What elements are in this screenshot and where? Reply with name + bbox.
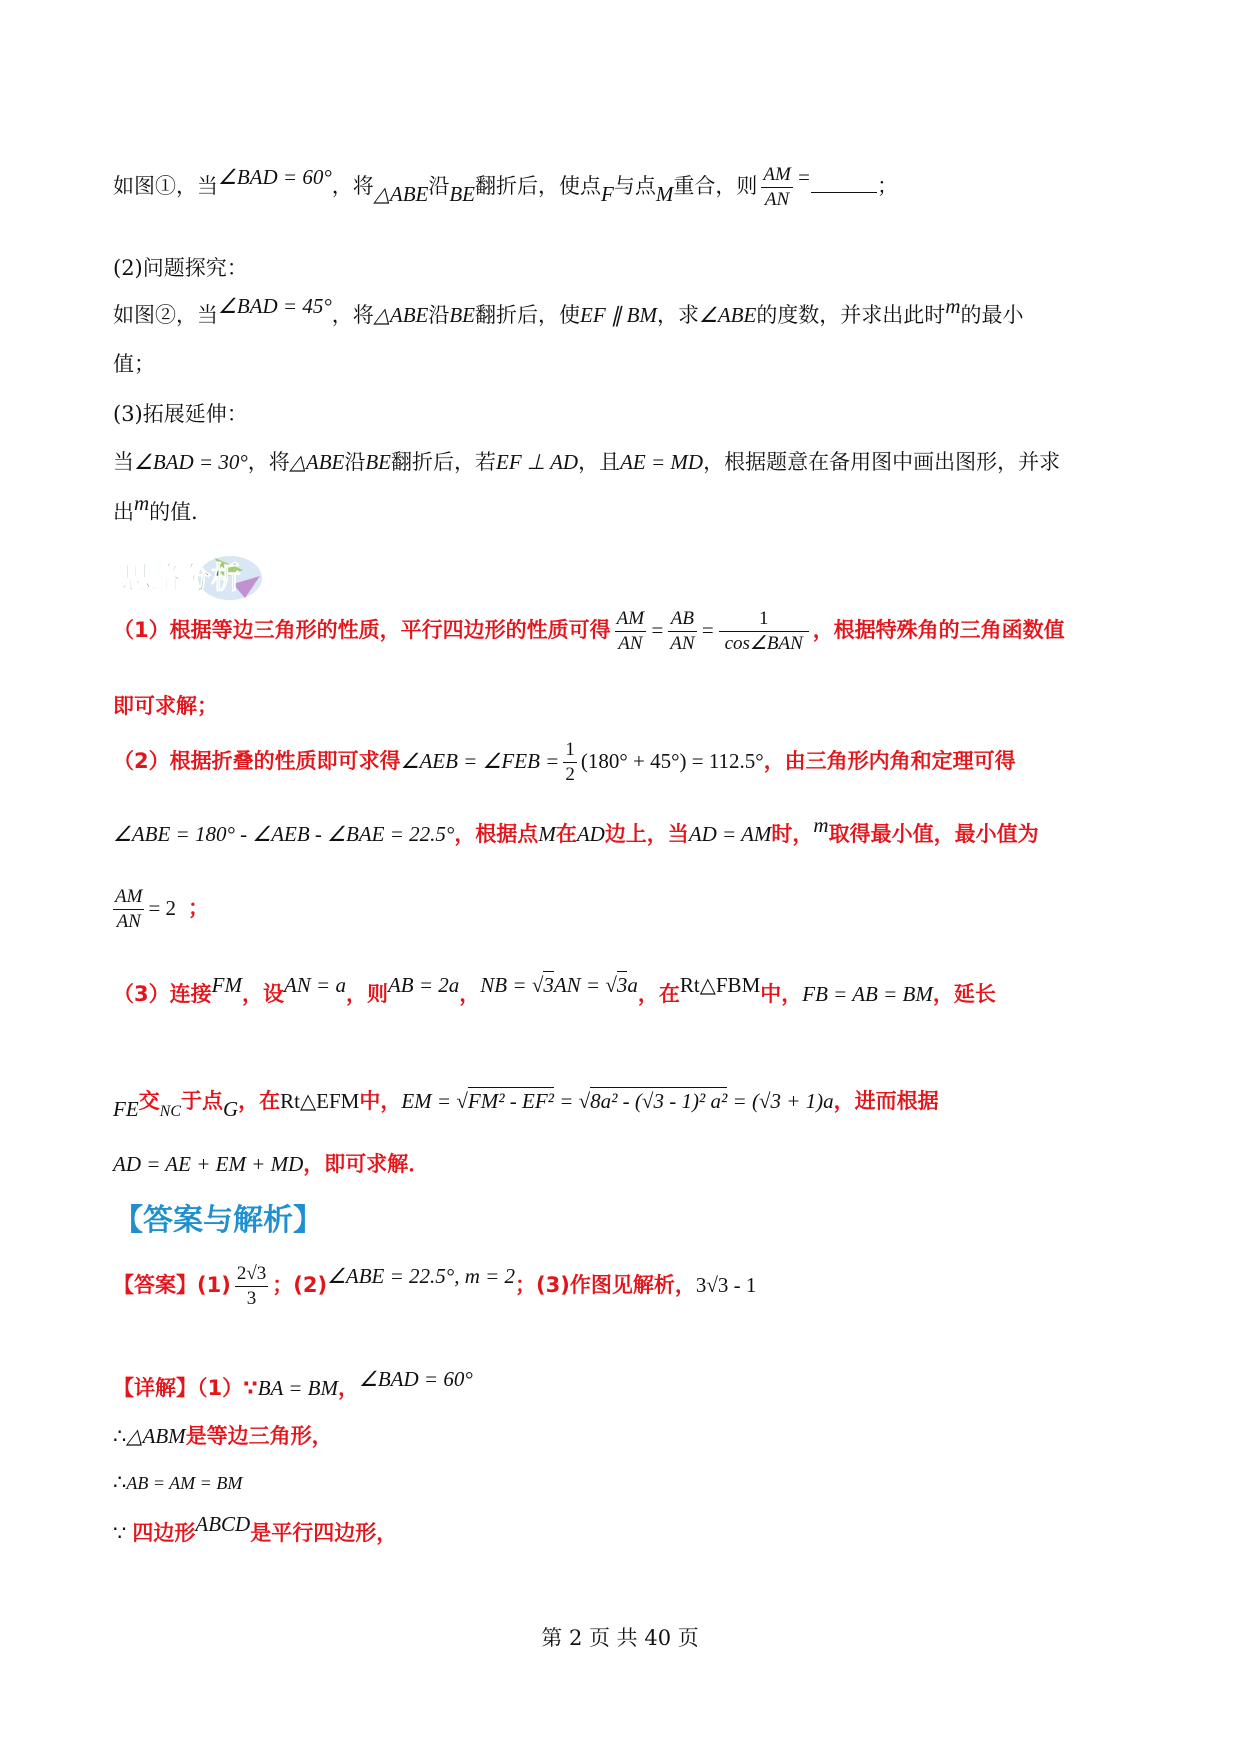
analysis-p3: （3）连接FM，设AN = a，则AB = 2a，NB = √3AN = √3a，在Rt△FBM中，FB = AB = BM，延长	[113, 973, 996, 1006]
detail-line-2: ∴△ABM是等边三角形，	[113, 1424, 333, 1448]
problem-line-3b: 出m的值．	[113, 491, 213, 524]
analysis-p2b: ∠ABE = 180° - ∠AEB - ∠BAE = 22.5°，根据点M在AD边上，当AD = AM时，m取得最小值，最小值为	[113, 813, 1039, 846]
detail-line-1: 【详解】（1）∵BA = BM，∠BAD = 60°	[113, 1367, 473, 1400]
analysis-p1b: 即可求解；	[113, 694, 218, 718]
problem-line-2: 如图②，当∠BAD = 45°，将△ABE沿BE翻折后，使EF ∥ BM，求∠ABE的度数，并求出此时m的最小	[113, 294, 1024, 327]
answer-line: 【答案】(1) $\frac{2√3}{3}$ ；(2)∠ABE = 22.5°, m = 2；(3)作图见解析，3√3 - 1	[113, 1263, 757, 1309]
page-footer: 第 2 页 共 40 页	[541, 1626, 699, 1650]
analysis-p3c: AD = AE + EM + MD，即可求解．	[113, 1152, 430, 1176]
problem-line-1: 如图①，当∠BAD = 60°，将△ABE沿BE翻折后，使点F与点M重合，则 $\frac{AM}{AN}$ = ；	[113, 164, 898, 210]
detail-line-3: ∴AB = AM = BM	[113, 1470, 243, 1494]
problem-line-2b: 值；	[113, 352, 155, 376]
analysis-heading-icon	[115, 548, 265, 606]
detail-line-4: ∵ 四边形ABCD是平行四边形，	[113, 1512, 398, 1545]
analysis-p2: （2）根据折叠的性质即可求得∠AEB = ∠FEB = $\frac{1}{2}$ (180° + 45°) = 112.5°，由三角形内角和定理可得	[113, 739, 1016, 785]
analysis-p1: （1）根据等边三角形的性质，平行四边形的性质可得 $\frac{AM}{AN}$ = $\frac{AB}{AN}$ = $\frac{1}{\text{cos∠BAN}}$ ，根据特殊角的三角函数值	[113, 608, 1065, 654]
answer-section-title: 【答案与解析】	[113, 1203, 323, 1238]
problem-line-3: 当∠BAD = 30°，将△ABE沿BE翻折后，若EF ⊥ AD，且AE = MD，根据题意在备用图中画出图形，并求	[113, 450, 1061, 474]
analysis-p2c: $\frac{AM}{AN}$ = 2 ；	[115, 886, 210, 932]
answer-blank	[811, 178, 877, 193]
part3-label: (3)拓展延伸：	[113, 402, 248, 426]
svg-text:思路分析: 思路分析	[121, 561, 241, 596]
analysis-p3b: FE交$_{NC}$于点G，在Rt△EFM中，EM = √FM² - EF² = √8a² - (√3 - 1)² a² = (√3 + 1)a，进而根据	[113, 1089, 939, 1121]
part2-label: (2)问题探究：	[113, 256, 248, 280]
